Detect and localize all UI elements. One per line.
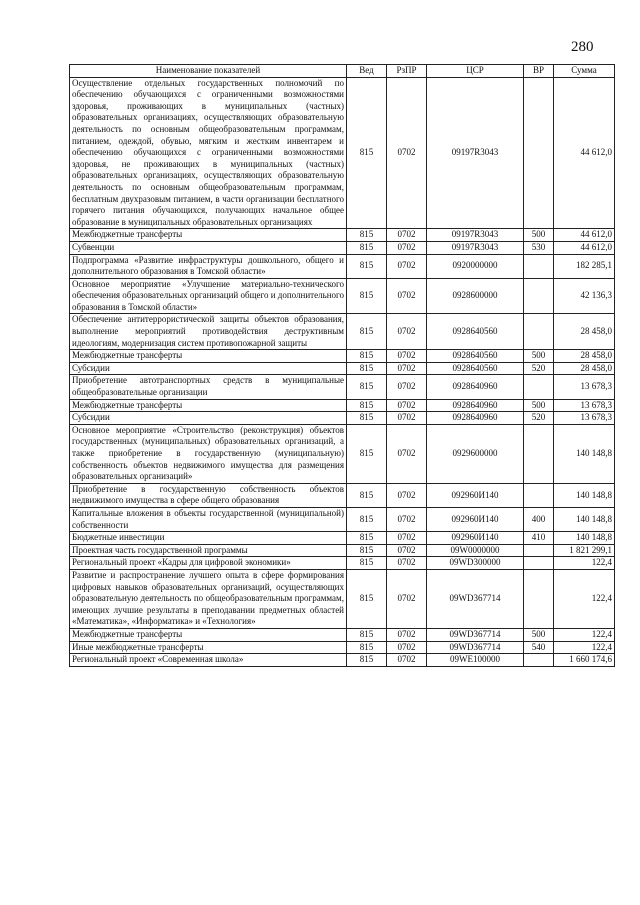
cell-name: Межбюджетные трансферты (70, 350, 347, 363)
cell-vr (524, 483, 554, 507)
table-row (70, 362, 615, 375)
cell-sum: 1 821 299,1 (554, 544, 615, 557)
cell-ved: 815 (347, 654, 387, 667)
header-vr: ВР (524, 65, 554, 78)
cell-vr (524, 557, 554, 570)
cell-name: Региональный проект «Современная школа» (70, 654, 347, 667)
cell-rzpr: 0702 (387, 350, 427, 363)
table-header-row (70, 65, 615, 78)
cell-vr (524, 278, 554, 314)
page-number: 280 (571, 39, 594, 55)
cell-rzpr: 0702 (387, 654, 427, 667)
table-row (70, 532, 615, 545)
table-row (70, 628, 615, 641)
cell-sum: 13 678,3 (554, 412, 615, 425)
table-row (70, 412, 615, 425)
cell-vr (524, 77, 554, 229)
cell-vr: 410 (524, 532, 554, 545)
cell-csr: 09197R3043 (427, 241, 524, 254)
cell-name: Развитие и распространение лучшего опыта в сфере формирования цифровых навыков образовательных организаций, осуществляющих образовательную деятельность по общеобразовательным программам, имеющих лучшие результаты в преподавании предметных областей «Математика», «Информатика» и «Технология» (70, 569, 347, 628)
cell-sum: 122,4 (554, 569, 615, 628)
cell-csr: 09WD367714 (427, 641, 524, 654)
table-row (70, 77, 615, 229)
cell-vr: 400 (524, 507, 554, 531)
cell-csr: 0929600000 (427, 424, 524, 483)
cell-ved: 815 (347, 532, 387, 545)
cell-rzpr: 0702 (387, 362, 427, 375)
table-row (70, 424, 615, 483)
cell-vr (524, 254, 554, 278)
cell-vr (524, 424, 554, 483)
cell-rzpr: 0702 (387, 399, 427, 412)
cell-ved: 815 (347, 628, 387, 641)
cell-ved: 815 (347, 507, 387, 531)
cell-csr: 0928600000 (427, 278, 524, 314)
table-row (70, 375, 615, 399)
cell-sum: 42 136,3 (554, 278, 615, 314)
cell-rzpr: 0702 (387, 412, 427, 425)
cell-sum: 1 660 174,6 (554, 654, 615, 667)
cell-rzpr: 0702 (387, 424, 427, 483)
cell-sum: 44 612,0 (554, 229, 615, 242)
cell-csr: 09197R3043 (427, 77, 524, 229)
cell-csr: 0928640960 (427, 399, 524, 412)
cell-ved: 815 (347, 399, 387, 412)
cell-ved: 815 (347, 278, 387, 314)
cell-vr: 520 (524, 362, 554, 375)
cell-sum: 28 458,0 (554, 350, 615, 363)
table-body (70, 77, 615, 666)
cell-name: Субвенции (70, 241, 347, 254)
cell-ved: 815 (347, 314, 387, 350)
cell-rzpr: 0702 (387, 628, 427, 641)
cell-name: Приобретение автотранспортных средств в муниципальные общеобразовательные организации (70, 375, 347, 399)
cell-ved: 815 (347, 375, 387, 399)
cell-ved: 815 (347, 412, 387, 425)
cell-rzpr: 0702 (387, 77, 427, 229)
cell-vr (524, 314, 554, 350)
cell-sum: 13 678,3 (554, 375, 615, 399)
cell-name: Приобретение в государственную собственность объектов недвижимого имущества в сфере общего образования (70, 483, 347, 507)
cell-vr (524, 375, 554, 399)
cell-vr: 500 (524, 229, 554, 242)
table-row (70, 557, 615, 570)
cell-sum: 140 148,8 (554, 424, 615, 483)
table-row (70, 507, 615, 531)
cell-rzpr: 0702 (387, 483, 427, 507)
cell-name: Иные межбюджетные трансферты (70, 641, 347, 654)
cell-ved: 815 (347, 483, 387, 507)
cell-csr: 0928640560 (427, 362, 524, 375)
cell-rzpr: 0702 (387, 569, 427, 628)
cell-name: Основное мероприятие «Улучшение материально-технического обеспечения образовательных организаций общего и дополнительного образования в Томской области» (70, 278, 347, 314)
table-row (70, 654, 615, 667)
cell-name: Осуществление отдельных государственных полномочий по обеспечению обучающихся с ограниченными возможностями здоровья, проживающих в муниципальных (частных) образовательных организациях, осуществляющих образовательную деятельность по основным общеобразовательным программам, питанием, одеждой, обувью, мягким и жестким инвентарем и обеспечению обучающихся с ограниченными возможностями здоровья, не проживающих в муниципальных (частных) образовательных организациях, осуществляющих образовательную деятельность по основным общеобразовательным программам, бесплатным двухразовым питанием, в части организации бесплатного горячего питания обучающихся, получающих начальное общее образование в муниципальных образовательных организациях (70, 77, 347, 229)
cell-ved: 815 (347, 241, 387, 254)
cell-csr: 0928640960 (427, 375, 524, 399)
cell-vr (524, 544, 554, 557)
cell-ved: 815 (347, 350, 387, 363)
table-row (70, 254, 615, 278)
cell-sum: 122,4 (554, 557, 615, 570)
table-row (70, 569, 615, 628)
cell-name: Бюджетные инвестиции (70, 532, 347, 545)
budget-table (69, 64, 615, 667)
cell-rzpr: 0702 (387, 544, 427, 557)
table-row (70, 641, 615, 654)
cell-vr: 500 (524, 350, 554, 363)
cell-vr: 530 (524, 241, 554, 254)
header-rzpr: РзПР (387, 65, 427, 78)
cell-sum: 140 148,8 (554, 507, 615, 531)
cell-rzpr: 0702 (387, 557, 427, 570)
header-ved: Вед (347, 65, 387, 78)
cell-rzpr: 0702 (387, 641, 427, 654)
cell-csr: 0928640960 (427, 412, 524, 425)
cell-vr: 500 (524, 399, 554, 412)
header-sum: Сумма (554, 65, 615, 78)
cell-vr: 520 (524, 412, 554, 425)
cell-name: Межбюджетные трансферты (70, 229, 347, 242)
cell-rzpr: 0702 (387, 254, 427, 278)
cell-csr: 092960И140 (427, 507, 524, 531)
table-row (70, 350, 615, 363)
table-row (70, 241, 615, 254)
table-row (70, 544, 615, 557)
cell-ved: 815 (347, 254, 387, 278)
table-row (70, 314, 615, 350)
cell-vr (524, 569, 554, 628)
cell-sum: 182 285,1 (554, 254, 615, 278)
cell-name: Субсидии (70, 412, 347, 425)
cell-name: Проектная часть государственной программы (70, 544, 347, 557)
cell-ved: 815 (347, 557, 387, 570)
cell-vr: 500 (524, 628, 554, 641)
cell-csr: 0928640560 (427, 314, 524, 350)
cell-name: Межбюджетные трансферты (70, 399, 347, 412)
cell-sum: 28 458,0 (554, 314, 615, 350)
cell-sum: 140 148,8 (554, 483, 615, 507)
cell-rzpr: 0702 (387, 532, 427, 545)
cell-name: Обеспечение антитеррористической защиты объектов образования, выполнение мероприятий противодействия деструктивным идеологиям, модернизация систем противопожарной защиты (70, 314, 347, 350)
cell-csr: 092960И140 (427, 532, 524, 545)
cell-ved: 815 (347, 362, 387, 375)
cell-vr: 540 (524, 641, 554, 654)
cell-vr (524, 654, 554, 667)
cell-rzpr: 0702 (387, 507, 427, 531)
cell-csr: 0928640560 (427, 350, 524, 363)
cell-name: Капитальные вложения в объекты государственной (муниципальной) собственности (70, 507, 347, 531)
cell-csr: 09WE100000 (427, 654, 524, 667)
cell-sum: 122,4 (554, 641, 615, 654)
header-name: Наименование показателей (70, 65, 347, 78)
cell-rzpr: 0702 (387, 229, 427, 242)
header-csr: ЦСР (427, 65, 524, 78)
cell-name: Субсидии (70, 362, 347, 375)
cell-csr: 09WD367714 (427, 569, 524, 628)
table-row (70, 229, 615, 242)
cell-csr: 09WD367714 (427, 628, 524, 641)
cell-csr: 09197R3043 (427, 229, 524, 242)
cell-rzpr: 0702 (387, 375, 427, 399)
cell-name: Подпрограмма «Развитие инфраструктуры дошкольного, общего и дополнительного образования в Томской области» (70, 254, 347, 278)
cell-ved: 815 (347, 77, 387, 229)
cell-rzpr: 0702 (387, 241, 427, 254)
cell-ved: 815 (347, 424, 387, 483)
table-row (70, 399, 615, 412)
cell-csr: 09W0000000 (427, 544, 524, 557)
cell-sum: 44 612,0 (554, 77, 615, 229)
cell-name: Межбюджетные трансферты (70, 628, 347, 641)
cell-sum: 44 612,0 (554, 241, 615, 254)
cell-name: Региональный проект «Кадры для цифровой экономики» (70, 557, 347, 570)
cell-rzpr: 0702 (387, 314, 427, 350)
cell-ved: 815 (347, 641, 387, 654)
table-row (70, 483, 615, 507)
table-row (70, 278, 615, 314)
cell-csr: 092960И140 (427, 483, 524, 507)
cell-sum: 28 458,0 (554, 362, 615, 375)
cell-ved: 815 (347, 544, 387, 557)
cell-rzpr: 0702 (387, 278, 427, 314)
cell-ved: 815 (347, 569, 387, 628)
cell-ved: 815 (347, 229, 387, 242)
cell-sum: 13 678,3 (554, 399, 615, 412)
cell-name: Основное мероприятие «Строительство (реконструкция) объектов государственных (муниципальных) образовательных организаций, а также приобретение в государственную (муниципальную) собственность объектов недвижимого имущества для размещения образовательных организаций» (70, 424, 347, 483)
cell-sum: 122,4 (554, 628, 615, 641)
cell-sum: 140 148,8 (554, 532, 615, 545)
cell-csr: 09WD300000 (427, 557, 524, 570)
cell-csr: 0920000000 (427, 254, 524, 278)
